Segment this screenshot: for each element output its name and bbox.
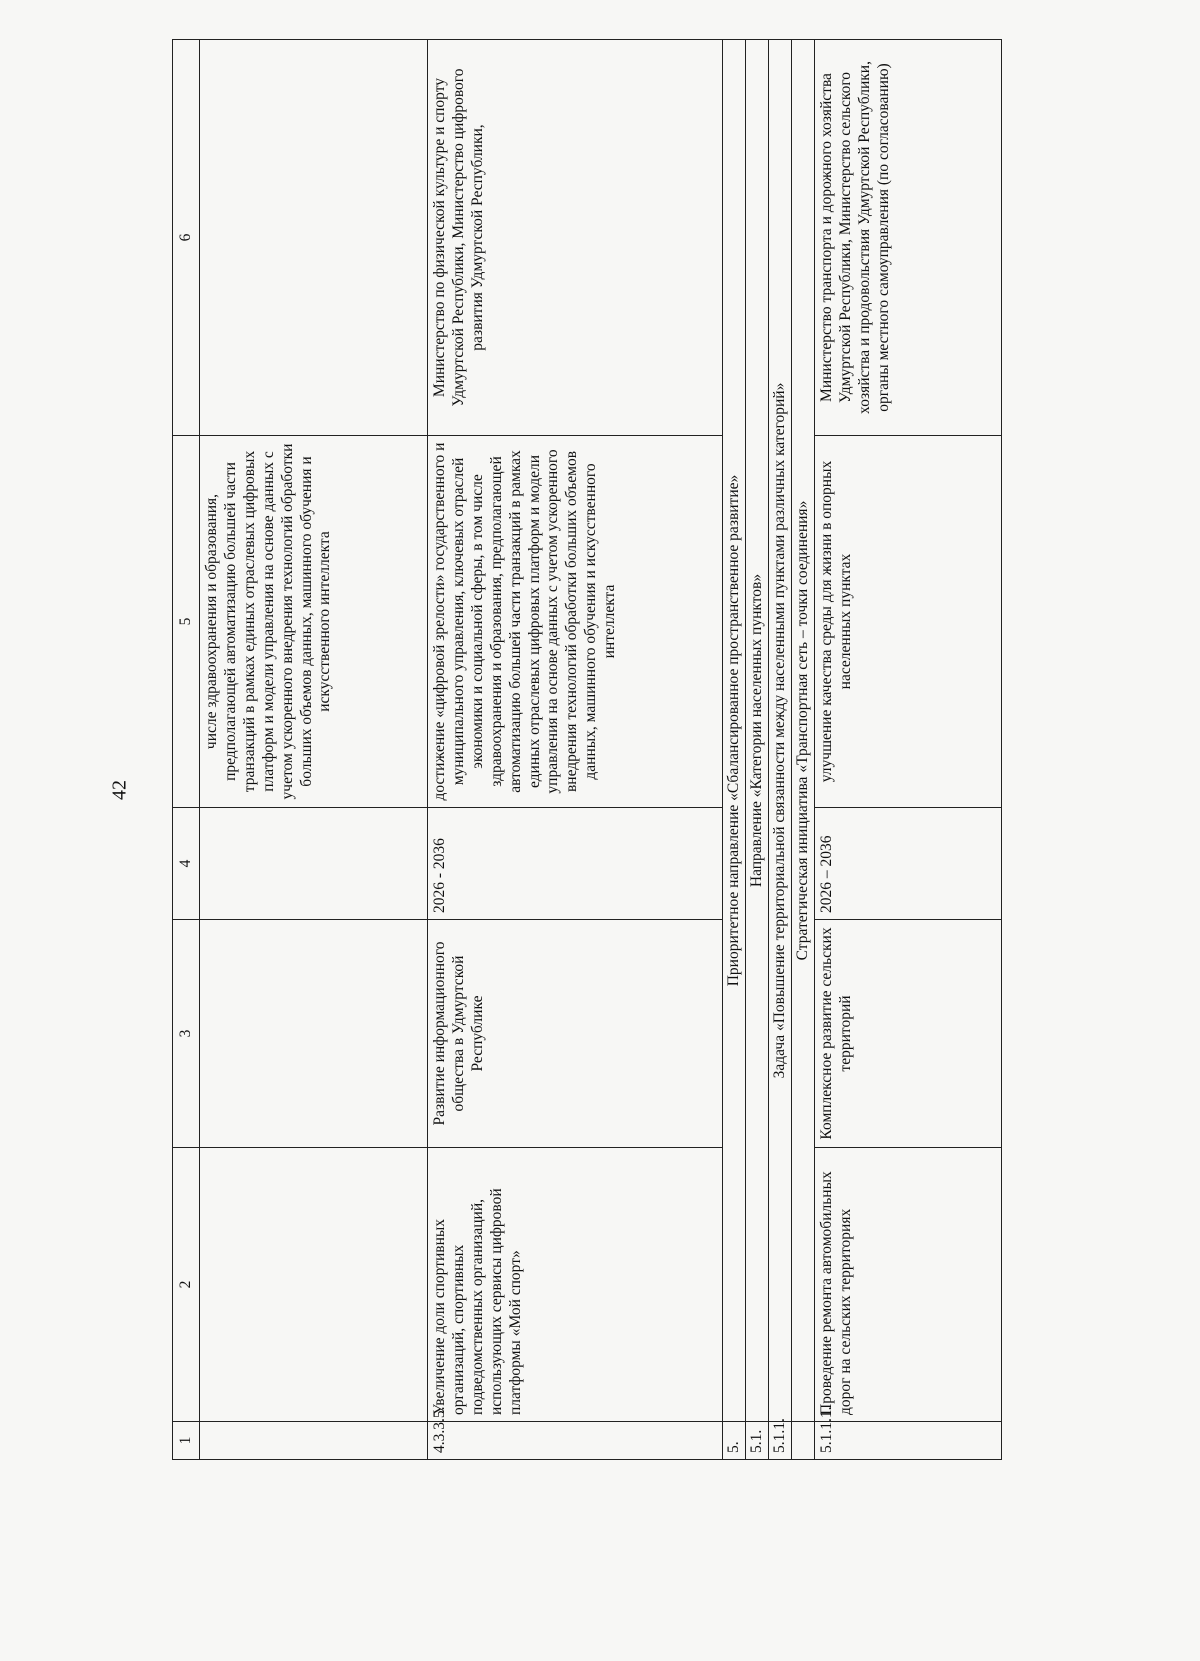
cell-result: числе здравоохранения и образования, предполагающей автоматизацию большей части транзакций в рамках единых отраслевых цифровых платформ и модели управления на основе данных с учетом ускоренного внедрения технологий обработки больших объемов данных, машинного обучения и искусственного интеллекта: [200, 436, 428, 808]
section-num: [792, 1422, 815, 1460]
section-row: [769, 40, 792, 1460]
cell-result: достижение «цифровой зрелости» государственного и муниципального управления, ключевых отраслей экономики и социальной сферы, в том числе здравоохранения и образования, предполагающей автоматизацию большей части транзакций в рамках единых отраслевых цифровых платформ и модели управления на основе данных с учетом ускоренного внедрения технологий обработки больших объемов данных, машинного обучения и искусственного интеллекта: [428, 436, 723, 808]
table-row-5111: [815, 40, 1002, 1460]
cell-responsible: [200, 40, 428, 436]
section-row: [792, 40, 815, 1460]
cell-responsible: Министерство транспорта и дорожного хозяйства Удмуртской Республики, Министерство сельского хозяйства и продовольствия Удмуртской Республики, органы местного самоуправления (по согласованию): [815, 40, 1002, 436]
header-col-5: 5: [173, 436, 200, 808]
header-col-3: 3: [173, 920, 200, 1148]
header-col-1: 1: [173, 1422, 200, 1460]
section-num: 5.1.1.: [769, 1422, 792, 1460]
cell-responsible: Министерство по физической культуре и спорту Удмуртской Республики, Министерство цифрового развития Удмуртской Республики,: [428, 40, 723, 436]
section-row: [723, 40, 746, 1460]
table-row-4335: [428, 40, 723, 1460]
cell-period: 2026 – 2036: [815, 808, 1002, 920]
cell-period: [200, 808, 428, 920]
header-row: [173, 40, 200, 1460]
header-col-2: 2: [173, 1148, 200, 1422]
cell-num: 5.1.1.1.: [815, 1422, 1002, 1460]
section-title: Направление «Категории населенных пунктов»: [746, 40, 769, 1422]
cell-result: улучшение качества среды для жизни в опорных населенных пунктах: [815, 436, 1002, 808]
section-num: 5.1.: [746, 1422, 769, 1460]
cell-period: 2026 - 2036: [428, 808, 723, 920]
cell-program: [200, 920, 428, 1148]
table-row-continued: [200, 40, 428, 1460]
document-table-rotated: [172, 40, 1002, 1460]
cell-num: [200, 1422, 428, 1460]
cell-indicator: Увеличение доли спортивных организаций, спортивных подведомственных организаций, использующих сервисы цифровой платформы «Мой спорт»: [428, 1148, 723, 1422]
header-col-6: 6: [173, 40, 200, 436]
cell-program: Развитие информационного общества в Удмуртской Республике: [428, 920, 723, 1148]
section-title: Приоритетное направление «Сбалансированное пространственное развитие»: [723, 40, 746, 1422]
section-title: Стратегическая инициатива «Транспортная сеть – точки соединения»: [792, 40, 815, 1422]
header-col-4: 4: [173, 808, 200, 920]
page-number: 42: [108, 780, 131, 800]
cell-program: Комплексное развитие сельских территорий: [815, 920, 1002, 1148]
section-row: [746, 40, 769, 1460]
section-num: 5.: [723, 1422, 746, 1460]
cell-num: 4.3.3.5.: [428, 1422, 723, 1460]
cell-indicator: Проведение ремонта автомобильных дорог на сельских территориях: [815, 1148, 1002, 1422]
cell-indicator: [200, 1148, 428, 1422]
strategy-table: [172, 39, 1002, 1460]
section-title: Задача «Повышение территориальной связанности между населенными пунктами различных категорий»: [769, 40, 792, 1422]
